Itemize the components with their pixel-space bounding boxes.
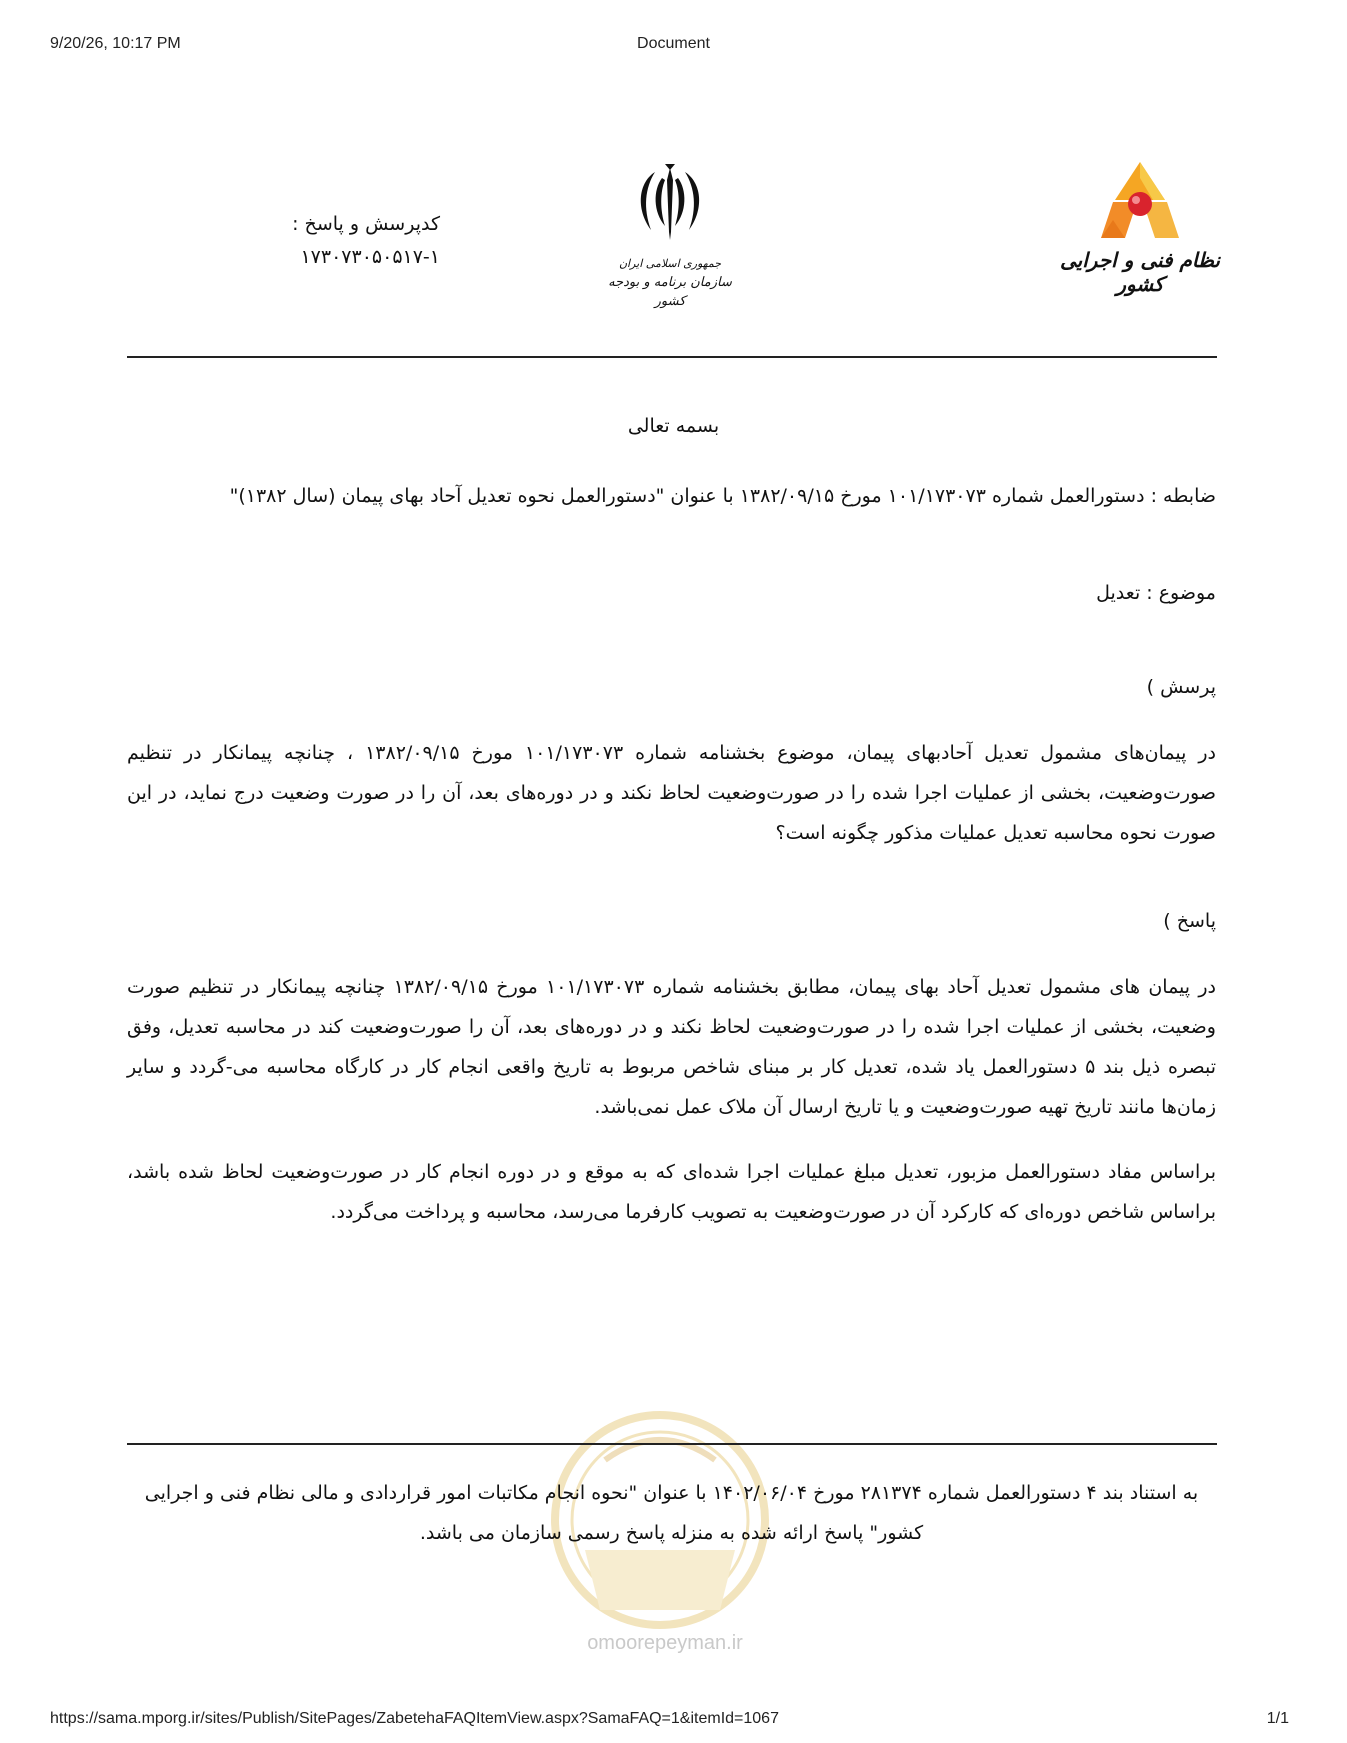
- nezam-fanni-logo: [1085, 160, 1195, 240]
- answer-heading: پاسخ ): [1163, 910, 1216, 932]
- regulation-line: ضابطه : دستورالعمل شماره ۱۰۱/۱۷۳۰۷۳ مورخ ۱۳۸۲/۰۹/۱۵ با عنوان "دستورالعمل نحوه تعدیل آحاد بهای پیمان (سال ۱۳۸۲)": [229, 485, 1216, 507]
- org-name: نظام فنی و اجرایی کشور: [1059, 248, 1220, 296]
- footer-note: به استناد بند ۴ دستورالعمل شماره ۲۸۱۳۷۴ مورخ ۱۴۰۲/۰۶/۰۴ با عنوان "نحوه انجام مکاتبات امور قراردادی و مالی نظام فنی و اجرایی کشور" پاسخ ارائه شده به منزله پاسخ رسمی سازمان می باشد.: [144, 1482, 1199, 1544]
- org-logo-block: [1060, 160, 1220, 296]
- print-title: Document: [637, 35, 710, 52]
- question-heading: پرسش ): [1146, 676, 1216, 698]
- bismillah: بسمه تعالی: [627, 415, 720, 437]
- subject-line: موضوع : تعدیل: [1096, 582, 1216, 604]
- answer-paragraph-2: براساس مفاد دستورالعمل مزبور، تعدیل مبلغ عملیات اجرا شده‌ای که به موقع و در دوره انجام کار در صورت‌وضعیت لحاظ شده باشد، براساس شاخص دوره‌ای که کارکرد آن در صورت‌وضعیت به تصویب کارفرما می‌رسد، محاسبه و پرداخت می‌گردد.: [127, 1161, 1216, 1223]
- watermark-text: omoorepeyman.ir: [587, 1632, 743, 1654]
- print-page-number: 1/1: [1266, 1710, 1289, 1727]
- emblem-block: [600, 160, 740, 311]
- question-code-value: ۱۷۳۰۷۳۰۵۰۵۱۷-۱: [300, 246, 440, 268]
- question-text: در پیمان‌های مشمول تعدیل آحادبهای پیمان، موضوع بخشنامه شماره ۱۰۱/۱۷۳۰۷۳ مورخ ۱۳۸۲/۰۹/۱۵ ، چنانچه پیمانکار در تنظیم صورت‌وضعیت، بخشی از عملیات اجرا شده را در صورت‌وضعیت لحاظ نکند و در دوره‌های بعد، آن را در صورت وضعیت درج نماید، در این صورت نحوه محاسبه تعدیل عملیات مذکور چگونه است؟: [127, 742, 1217, 844]
- question-code-block: [240, 208, 440, 274]
- emblem-caption-line-2: سازمان برنامه و بودجه کشور: [608, 275, 732, 309]
- print-datetime: 9/20/26, 10:17 PM: [50, 35, 181, 52]
- print-url: https://sama.mporg.ir/sites/Publish/SitePages/ZabetehaFAQItemView.aspx?SamaFAQ=1&itemId=1067: [50, 1710, 779, 1727]
- answer-paragraph-1: در پیمان های مشمول تعدیل آحاد بهای پیمان، مطابق بخشنامه شماره ۱۰۱/۱۷۳۰۷۳ مورخ ۱۳۸۲/۰۹/۱۵ چنانچه پیمانکار در تنظیم صورت وضعیت، بخشی از عملیات اجرا شده را در صورت‌وضعیت لحاظ نکند و در دوره‌های بعد، آن را صورت‌وضعیت کند در محاسبه تعدیل، وفق تبصره ذیل بند ۵ دستورالعمل یاد شده، تعدیل کار بر مبنای شاخص مربوط به تاریخ واقعی انجام کار در کارگاه محاسبه می-گردد و سایر زمان‌ها مانند تاریخ تهیه صورت‌وضعیت و یا تاریخ ارسال آن ملاک عمل نمی‌باشد.: [127, 976, 1216, 1118]
- header-divider: [127, 356, 1217, 358]
- emblem-caption-line-1: جمهوری اسلامی ایران: [618, 257, 722, 270]
- iran-emblem-icon: [625, 160, 715, 250]
- question-code-label: کدپرسش و پاسخ :: [292, 213, 440, 235]
- footer-divider: [127, 1443, 1217, 1445]
- emblem-caption: [600, 254, 740, 311]
